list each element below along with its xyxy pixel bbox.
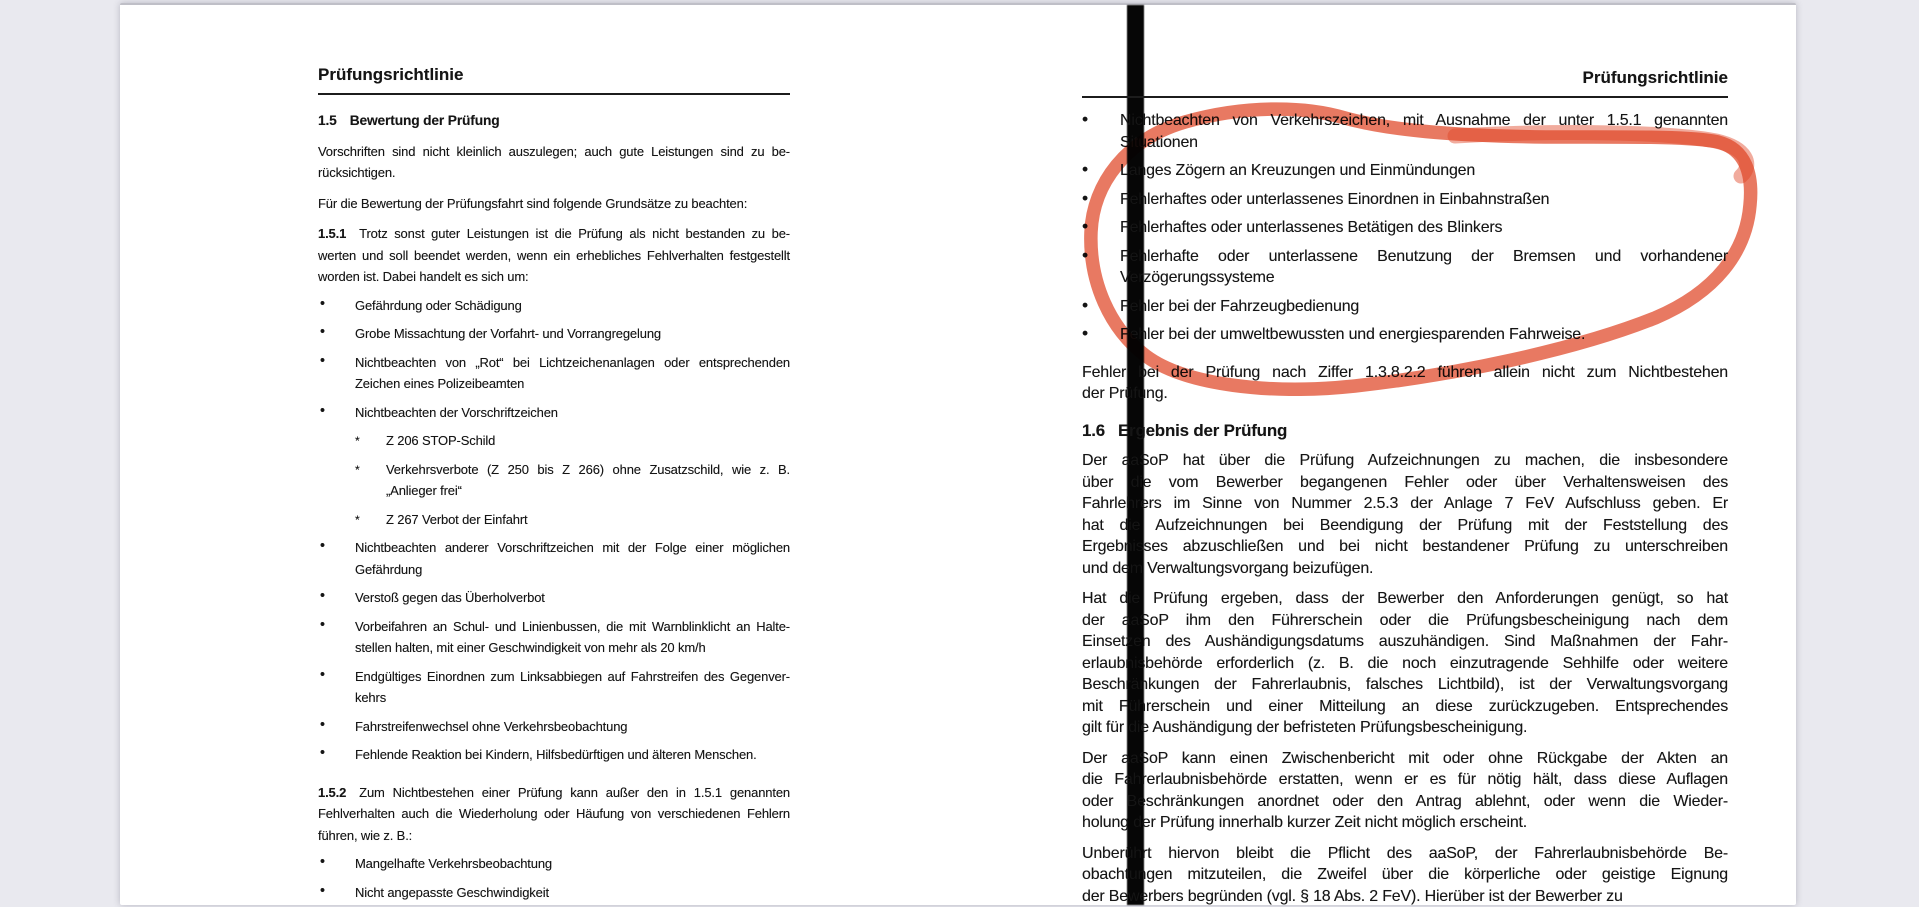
bullet-text xyxy=(1120,189,1728,211)
bullet-item xyxy=(1082,296,1728,318)
text-line: über die vom Bewerber begangenen Fehler oder über Verhaltensweisen des xyxy=(1082,472,1728,494)
text-line: der Bewerbers begründen (vgl. § 18 Abs. 2 FeV). Hierüber ist der Bewerber zu xyxy=(1082,886,1728,907)
bullet-marker: • xyxy=(320,852,325,874)
text-line: 1.5.1 Trotz sonst guter Leistungen ist die Prüfung als nicht bestanden zu be- xyxy=(318,223,790,245)
bullet-marker: • xyxy=(320,743,325,765)
bullet-text xyxy=(1120,217,1728,239)
bullet-item xyxy=(318,430,790,452)
text-line: Verstoß gegen das Überholverbot xyxy=(355,587,790,609)
bullet-marker: • xyxy=(320,665,325,687)
section-heading xyxy=(318,110,790,132)
text-line: gilt für die Aushändigung der befristeten Prüfungsbescheinigung. xyxy=(1082,717,1728,739)
text-line: Endgültiges Einordnen zum Linksabbiegen auf Fahrstreifen des Gegenver- xyxy=(355,666,790,688)
bullet-marker: • xyxy=(1082,295,1088,317)
bullet-item xyxy=(1082,110,1728,153)
bullet-marker: • xyxy=(1082,159,1088,181)
section-number: 1.6 xyxy=(1082,421,1105,440)
bullet-marker: • xyxy=(320,715,325,737)
text-line: Grobe Missachtung der Vorfahrt- und Vorrangregelung xyxy=(355,323,790,345)
paragraph xyxy=(1082,748,1728,834)
section-heading xyxy=(1082,420,1728,442)
text-line: Nichtbeachten anderer Vorschriftzeichen mit der Folge einer möglichen xyxy=(355,537,790,559)
bullet-item xyxy=(1082,160,1728,182)
bullet-item xyxy=(318,537,790,580)
text-line: 1.5.2 Zum Nichtbestehen einer Prüfung kann außer den in 1.5.1 genannten xyxy=(318,782,790,804)
bullet-item xyxy=(318,323,790,345)
text-line: der aaSoP ihm den Führerschein oder die Prüfungsbescheinigung nach dem xyxy=(1082,610,1728,632)
bullet-text xyxy=(355,882,790,904)
left-page-column xyxy=(318,64,790,903)
left-page-content xyxy=(318,110,790,903)
text-line: Mangelhafte Verkehrsbeobachtung xyxy=(355,853,790,875)
text-line: werten und soll beendet werden, wenn ein erhebliches Fehlverhalten festgestellt xyxy=(318,245,790,267)
text-line: Fehlerhaftes oder unterlassenes Einordnen in Einbahnstraßen xyxy=(1120,189,1728,211)
bullet-item xyxy=(318,352,790,395)
bullet-text xyxy=(386,430,790,452)
header-rule xyxy=(318,93,790,95)
bullet-text xyxy=(1120,160,1728,182)
bullet-text xyxy=(1120,324,1728,346)
text-line: Verkehrsverbote (Z 250 bis Z 266) ohne Zusatzschild, wie z. B. xyxy=(386,459,790,481)
text-line: Fahrstreifenwechsel ohne Verkehrsbeobachtung xyxy=(355,716,790,738)
bullet-text xyxy=(355,587,790,609)
bullet-marker: • xyxy=(320,881,325,903)
text-line: Verzögerungssysteme xyxy=(1120,267,1728,289)
bullet-marker: • xyxy=(320,536,325,558)
text-line: der Prüfung. xyxy=(1082,383,1728,405)
bullet-item xyxy=(318,587,790,609)
text-line: Hat die Prüfung ergeben, dass der Bewerber den Anforderungen genügt, so hat xyxy=(1082,588,1728,610)
text-line: stellen halten, mit einer Geschwindigkeit von mehr als 20 km/h xyxy=(355,637,790,659)
bullet-item xyxy=(318,666,790,709)
bullet-item xyxy=(318,744,790,766)
bullet-text xyxy=(355,616,790,659)
text-line: Nichtbeachten von „Rot“ bei Lichtzeichenanlagen oder entsprechenden xyxy=(355,352,790,374)
bullet-marker: • xyxy=(1082,245,1088,267)
text-line: Fehlverhalten auch die Wiederholung oder Häufung von verschiedenen Fehlern xyxy=(318,803,790,825)
bullet-marker: • xyxy=(1082,323,1088,345)
header-rule xyxy=(1082,96,1728,98)
text-line: obachtungen mitzuteilen, die Zweifel über die körperliche oder geistige Eignung xyxy=(1082,864,1728,886)
bullet-marker: • xyxy=(1082,188,1088,210)
paragraph xyxy=(318,193,790,215)
numbered-paragraph xyxy=(318,782,790,847)
bullet-item xyxy=(318,402,790,424)
text-line: Nicht angepasste Geschwindigkeit xyxy=(355,882,790,904)
text-line: holung der Prüfung innerhalb kurzer Zeit nicht möglich erscheint. xyxy=(1082,812,1728,834)
text-line: Einsetzen des Aushändigungsdatums auszuhändigen. Sind Maßnahmen der Fahr- xyxy=(1082,631,1728,653)
bullet-text xyxy=(355,352,790,395)
text-line: Fehler bei der Fahrzeugbedienung xyxy=(1120,296,1728,318)
page-header: Prüfungsrichtlinie xyxy=(318,64,790,85)
text-line: Unberührt hiervon bleibt die Pflicht des aaSoP, der Fahrerlaubnisbehörde Be- xyxy=(1082,843,1728,865)
text-line: und dem Verwaltungsvorgang beizufügen. xyxy=(1082,558,1728,580)
text-line: Fehler bei der Prüfung nach Ziffer 1.3.8.2.2 führen allein nicht zum Nichtbestehen xyxy=(1082,362,1728,384)
right-page-column xyxy=(1082,67,1728,907)
bullet-marker: • xyxy=(320,586,325,608)
text-line: Fehlerhaftes oder unterlassenes Betätigen des Blinkers xyxy=(1120,217,1728,239)
asterisk-marker: * xyxy=(355,431,360,453)
bullet-marker: • xyxy=(320,322,325,344)
text-line: kehrs xyxy=(355,687,790,709)
text-line: Z 206 STOP-Schild xyxy=(386,430,790,452)
bullet-text xyxy=(355,716,790,738)
bullet-item xyxy=(1082,246,1728,289)
text-line: mit Führerschein und einer Mitteilung an diese zurückzugeben. Entsprechendes xyxy=(1082,696,1728,718)
text-line: Gefährdung oder Schädigung xyxy=(355,295,790,317)
section-title: Bewertung der Prüfung xyxy=(350,113,500,128)
text-line: oder Beschränkungen anordnet oder den Antrag ablehnt, oder wenn die Wieder- xyxy=(1082,791,1728,813)
text-line: rücksichtigen. xyxy=(318,162,790,184)
paragraph xyxy=(318,141,790,184)
text-line: Der aaSoP hat über die Prüfung Aufzeichnungen zu machen, die insbesondere xyxy=(1082,450,1728,472)
bullet-text xyxy=(355,295,790,317)
bullet-text xyxy=(386,509,790,531)
text-line: Z 267 Verbot der Einfahrt xyxy=(386,509,790,531)
bullet-text xyxy=(355,323,790,345)
bullet-marker: • xyxy=(1082,109,1088,131)
paragraph xyxy=(1082,362,1728,405)
bullet-item xyxy=(318,616,790,659)
numbered-paragraph xyxy=(318,223,790,288)
text-line: Beschränkungen der Fahrerlaubnis, falsches Lichtbild), ist der Verwaltungsvorgang xyxy=(1082,674,1728,696)
asterisk-marker: * xyxy=(355,460,360,482)
text-line: Gefährdung xyxy=(355,559,790,581)
right-page-content xyxy=(1082,110,1728,907)
text-line: Nichtbeachten der Vorschriftzeichen xyxy=(355,402,790,424)
text-line: Vorbeifahren an Schul- und Linienbussen, die mit Warnblinklicht an Halte- xyxy=(355,616,790,638)
bullet-text xyxy=(355,537,790,580)
text-line: führen, wie z. B.: xyxy=(318,825,790,847)
bullet-item xyxy=(318,459,790,502)
text-line: Der aaSoP kann einen Zwischenbericht mit oder ohne Rückgabe der Akten an xyxy=(1082,748,1728,770)
bullet-item xyxy=(1082,324,1728,346)
bullet-text xyxy=(355,853,790,875)
bullet-text xyxy=(355,666,790,709)
paragraph xyxy=(1082,843,1728,907)
text-line: „Anlieger frei“ xyxy=(386,480,790,502)
text-line: Nichtbeachten von Verkehrszeichen, mit Ausnahme der unter 1.5.1 genannten xyxy=(1120,110,1728,132)
bullet-item xyxy=(1082,189,1728,211)
bullet-text xyxy=(355,402,790,424)
bullet-text xyxy=(1120,296,1728,318)
section-number: 1.5 xyxy=(318,113,337,128)
text-line: Für die Bewertung der Prüfungsfahrt sind folgende Grundsätze zu beachten: xyxy=(318,193,790,215)
bullet-item xyxy=(318,716,790,738)
text-line: erlaubnisbehörde erforderlich (z. B. die noch einzutragende Sehhilfe oder weitere xyxy=(1082,653,1728,675)
text-line: hat die Aufzeichnungen bei Beendigung der Prüfung mit der Feststellung des xyxy=(1082,515,1728,537)
text-line: Langes Zögern an Kreuzungen und Einmündungen xyxy=(1120,160,1728,182)
asterisk-marker: * xyxy=(355,510,360,532)
bullet-text xyxy=(355,744,790,766)
bullet-marker: • xyxy=(320,615,325,637)
bullet-marker: • xyxy=(320,294,325,316)
text-line: die Fahrerlaubnisbehörde erstatten, wenn er es für nötig hält, dass diese Auflagen xyxy=(1082,769,1728,791)
text-line: Situationen xyxy=(1120,132,1728,154)
bullet-text xyxy=(1120,110,1728,153)
bullet-text xyxy=(1120,246,1728,289)
text-line: worden ist. Dabei handelt es sich um: xyxy=(318,266,790,288)
section-title: Ergebnis der Prüfung xyxy=(1118,421,1287,440)
bullet-item xyxy=(318,509,790,531)
bullet-item xyxy=(1082,217,1728,239)
text-line: Fehlerhafte oder unterlassene Benutzung der Bremsen und vorhandener xyxy=(1120,246,1728,268)
text-line: Fahrlehrers im Sinne von Nummer 2.5.3 der Anlage 7 FeV Aufschluss geben. Er xyxy=(1082,493,1728,515)
section-number: 1.5.1 xyxy=(318,226,346,241)
text-line: Vorschriften sind nicht kleinlich auszulegen; auch gute Leistungen sind zu be- xyxy=(318,141,790,163)
section-number: 1.5.2 xyxy=(318,785,346,800)
text-line: Fehler bei der umweltbewussten und energiesparenden Fahrweise. xyxy=(1120,324,1728,346)
text-line: Ergebnisses abzuschließen und bei nicht bestandener Prüfung zu unterschreiben xyxy=(1082,536,1728,558)
paragraph xyxy=(1082,450,1728,579)
bullet-item xyxy=(318,882,790,904)
text-line: Fehlende Reaktion bei Kindern, Hilfsbedürftigen und älteren Menschen. xyxy=(355,744,790,766)
paragraph xyxy=(1082,588,1728,739)
bullet-marker: • xyxy=(320,401,325,423)
bullet-item xyxy=(318,295,790,317)
text-line: Zeichen eines Polizeibeamten xyxy=(355,373,790,395)
bullet-marker: • xyxy=(320,351,325,373)
page-header: Prüfungsrichtlinie xyxy=(1082,67,1728,88)
bullet-marker: • xyxy=(1082,216,1088,238)
bullet-text xyxy=(386,459,790,502)
bullet-item xyxy=(318,853,790,875)
